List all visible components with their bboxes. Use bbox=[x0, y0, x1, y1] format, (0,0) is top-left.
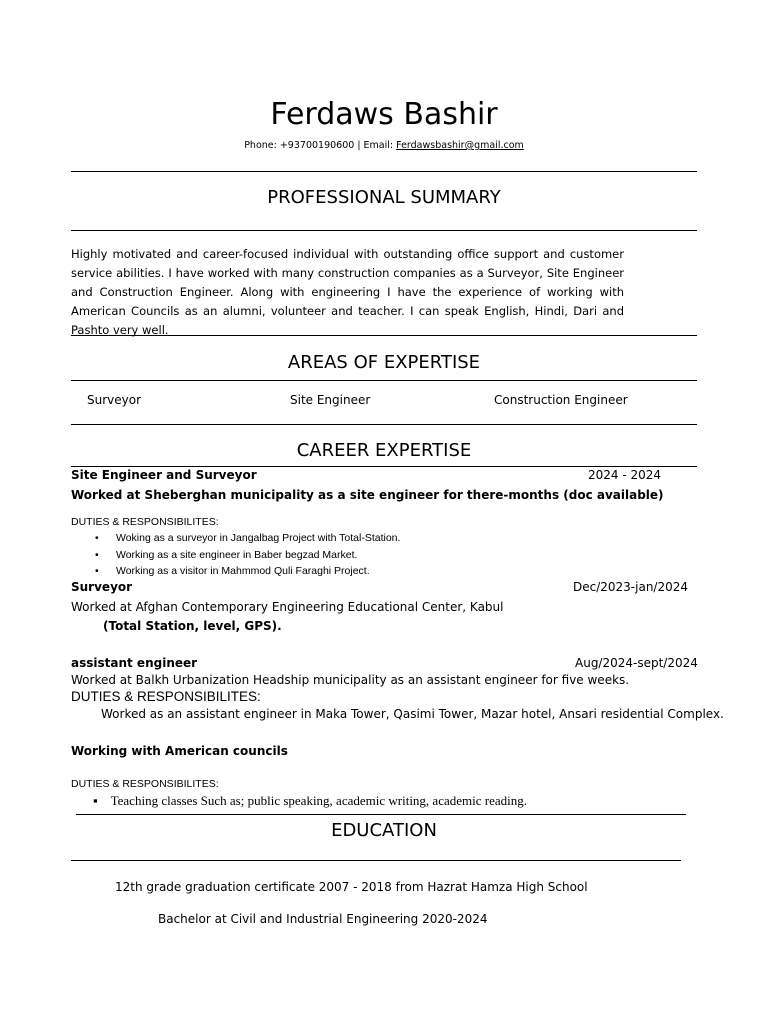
job-description: Worked at Sheberghan municipality as a site engineer for there-months (doc available) bbox=[71, 488, 664, 502]
summary-text: Highly motivated and career-focused individual with outstanding office support and customer service abilities. I have worked with many construction companies as a Surveyor, Site Engineer and Construction Engineer. Along with engineering I have the experience of working with American Councils as an alumni, volunteer and teacher. I can speak English, Hindi, Dari and Pashto very well. bbox=[71, 247, 624, 337]
bullet-icon: • bbox=[95, 548, 99, 561]
duties-label: DUTIES & RESPONSIBILITES: bbox=[71, 689, 261, 704]
duty-item: • Working as a visitor in Mahmmod Quli Faraghi Project. bbox=[95, 563, 400, 580]
job-description: Worked at Balkh Urbanization Headship municipality as an assistant engineer for five weeks. bbox=[71, 673, 630, 687]
divider bbox=[71, 230, 697, 231]
bullet-icon: ▪ bbox=[93, 793, 98, 808]
expertise-item: Surveyor bbox=[87, 393, 142, 407]
education-item: 12th grade graduation certificate 2007 - 2018 from Hazrat Hamza High School bbox=[115, 880, 588, 894]
expertise-heading: AREAS OF EXPERTISE bbox=[287, 352, 481, 373]
job-role: Working with American councils bbox=[71, 744, 288, 758]
divider bbox=[71, 380, 697, 381]
duty-item: ▪ Teaching classes Such as; public speaking, academic writing, academic reading. bbox=[93, 793, 527, 808]
duties-text: Worked as an assistant engineer in Maka Tower, Qasimi Tower, Mazar hotel, Ansari residential Complex. bbox=[101, 707, 724, 721]
duty-item: • Woking as a surveyor in Jangalbag Project with Total-Station. bbox=[95, 530, 400, 547]
resume-name: Ferdaws Bashir bbox=[270, 97, 498, 132]
career-heading: CAREER EXPERTISE bbox=[296, 440, 472, 461]
contact-phone: Phone: +93700190600 | Email: bbox=[244, 140, 397, 151]
expertise-item: Construction Engineer bbox=[494, 393, 628, 407]
duties-label: DUTIES & RESPONSIBILITES: bbox=[71, 778, 219, 790]
job-role: assistant engineer bbox=[71, 656, 198, 670]
divider bbox=[76, 814, 686, 815]
contact-line bbox=[0, 139, 768, 153]
expertise-item: Site Engineer bbox=[290, 393, 371, 407]
job-role: Site Engineer and Surveyor bbox=[71, 468, 257, 482]
email-link[interactable]: Ferdawsbashir@gmail.com bbox=[396, 140, 524, 151]
duties-label: DUTIES & RESPONSIBILITES: bbox=[71, 516, 219, 528]
divider bbox=[71, 171, 697, 172]
bullet-icon: • bbox=[95, 532, 99, 544]
divider bbox=[71, 335, 697, 336]
divider bbox=[71, 860, 681, 861]
job-dates: Dec/2023-jan/2024 bbox=[573, 580, 689, 594]
job-role: Surveyor bbox=[71, 580, 133, 594]
job-tools: (Total Station, level, GPS). bbox=[103, 619, 282, 633]
job-description: Worked at Afghan Contemporary Engineering Educational Center, Kabul bbox=[71, 600, 504, 614]
summary-heading: PROFESSIONAL SUMMARY bbox=[267, 187, 501, 208]
bullet-icon: • bbox=[95, 565, 99, 577]
duties-list bbox=[95, 530, 400, 580]
divider bbox=[71, 424, 697, 425]
duty-item: • Working as a site engineer in Baber begzad Market. bbox=[95, 547, 400, 564]
job-dates: Aug/2024-sept/2024 bbox=[575, 656, 698, 670]
education-heading: EDUCATION bbox=[331, 820, 437, 841]
job-dates: 2024 - 2024 bbox=[588, 468, 662, 482]
education-item: Bachelor at Civil and Industrial Engineering 2020-2024 bbox=[158, 912, 488, 926]
